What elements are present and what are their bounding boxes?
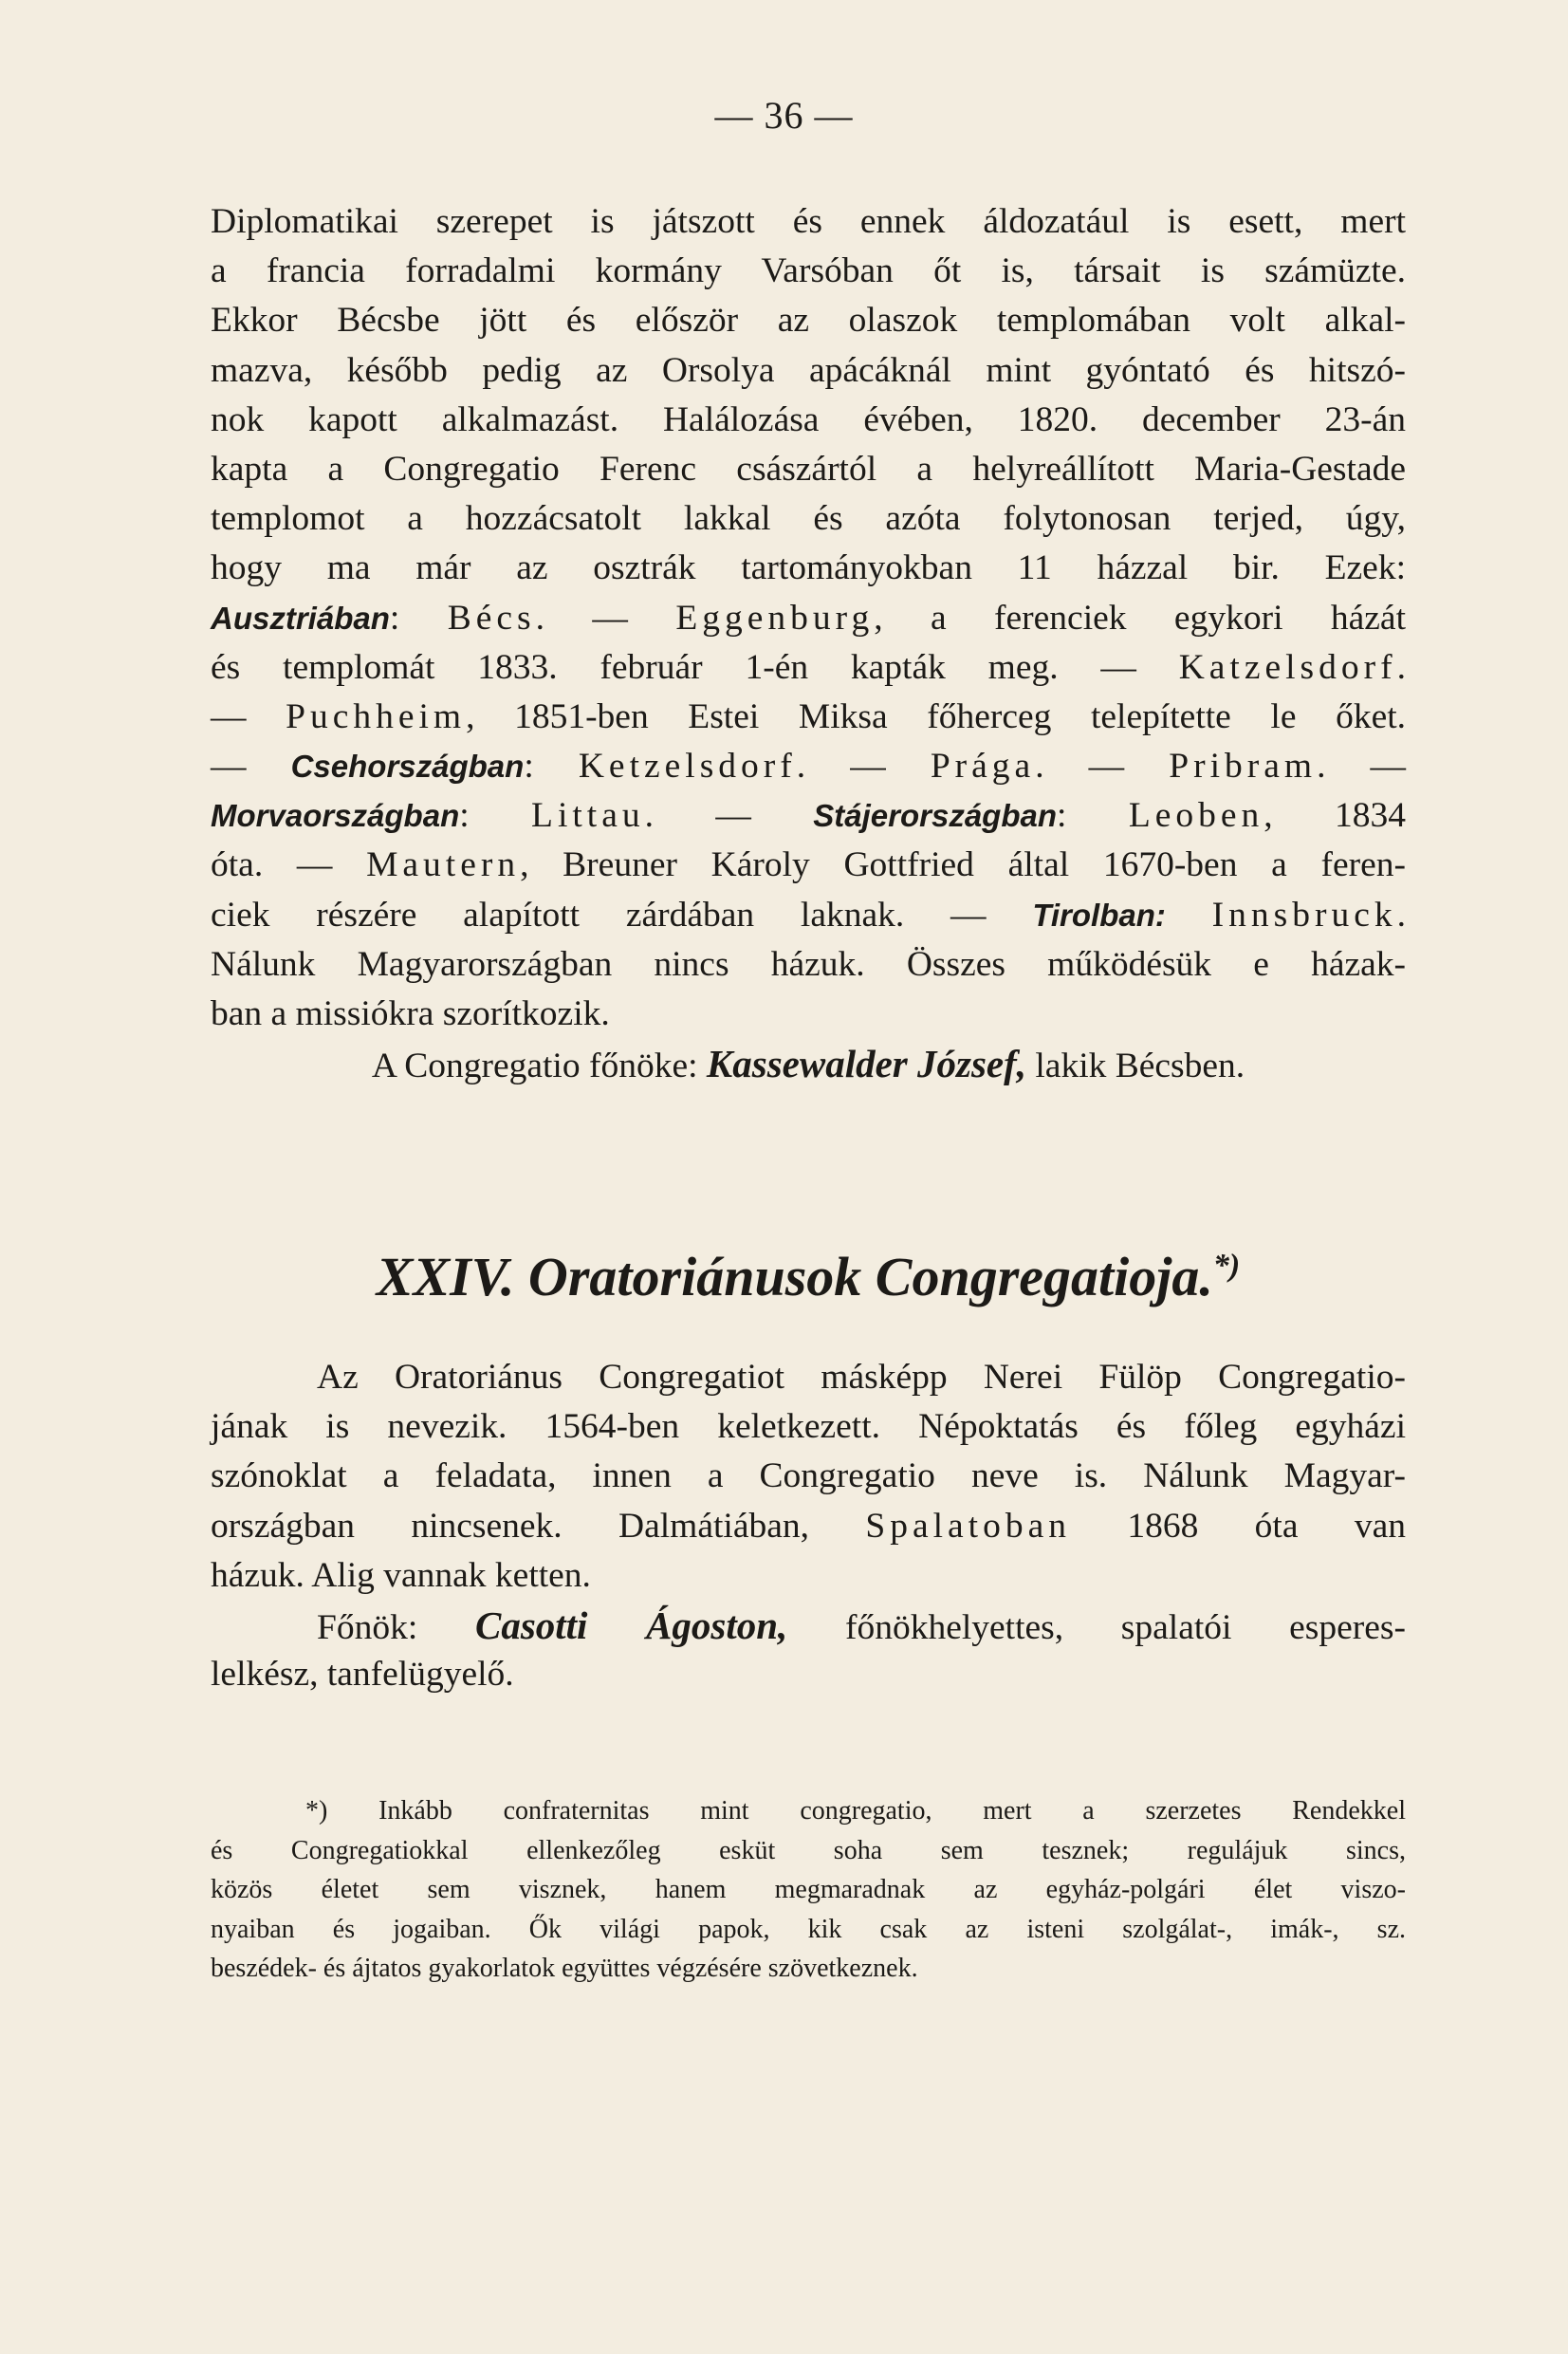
text-fragment (1166, 896, 1212, 935)
text-fragment: Főnök: (317, 1607, 475, 1647)
footnote-line: és Congregatiokkal ellenkezőleg esküt soha sem tesznek; regulájuk sincs, (211, 1835, 1406, 1865)
text-line: házuk. Alig vannak ketten. (211, 1555, 591, 1595)
footnote-marker: *) (1212, 1248, 1241, 1284)
text-fragment: lakik Bécsben. (1026, 1047, 1245, 1086)
place-name: Prága (930, 747, 1036, 787)
text-fragment: , 1834 (1264, 796, 1407, 836)
text-fragment: . — (796, 747, 931, 787)
text-fragment: és templomát 1833. február 1-én kapták meg. — (211, 647, 1179, 687)
footnote-line: *) Inkább confraternitas mint congregatio, mert a szerzetes Rendekkel (305, 1796, 1406, 1826)
text-line: Diplomatikai szerepet is játszott és ennek áldozatául is esett, mert (211, 202, 1406, 241)
text-line: ban a missiókra szorítkozik. (211, 994, 610, 1033)
paragraph-oratorians (211, 1353, 1406, 1699)
place-name: Ketzelsdorf (578, 747, 797, 787)
section-heading (211, 1245, 1406, 1308)
text-line (211, 791, 1406, 841)
region-label: Tirolban: (1032, 897, 1166, 933)
text-line (211, 693, 1406, 742)
place-name: Littau (531, 796, 645, 836)
text-fragment: — (211, 747, 291, 787)
place-name: Eggenburg (675, 598, 875, 638)
place-name: Pribram (1169, 747, 1318, 787)
text-fragment: . — (535, 598, 676, 638)
text-line: Ekkor Bécsbe jött és először az olaszok templomában volt alkal- (211, 301, 1406, 341)
text-fragment: óta. — (211, 845, 367, 885)
text-line (211, 1502, 1406, 1551)
text-line: szónoklat a feladata, innen a Congregatio neve is. Nálunk Magyar- (211, 1456, 1406, 1496)
place-name: Leoben (1128, 796, 1264, 836)
footnote-line: nyaiban és jogaiban. Ők világi papok, kik csak az isteni szolgálat-, imák-, sz. (211, 1914, 1406, 1944)
text-line: lelkész, tanfelügyelő. (211, 1655, 514, 1695)
text-fragment: országban nincsenek. Dalmátiában, (211, 1506, 866, 1546)
text-line (211, 742, 1406, 791)
text-fragment: , Breuner Károly Gottfried által 1670-ben a feren- (520, 845, 1406, 885)
text-line: mazva, később pedig az Orsolya apácáknál mint gyóntató és hitszó- (211, 350, 1406, 390)
heading-text: XXIV. Oratoriánusok Congregatioja. (376, 1246, 1213, 1307)
footnote-line: közös életet sem visznek, hanem megmaradnak az egyház-polgári élet viszo- (211, 1875, 1406, 1904)
text-line: Nálunk Magyarországban nincs házuk. Összes működésük e házak- (211, 944, 1406, 984)
place-name: Bécs (447, 598, 536, 638)
text-fragment: , 1851-ben Estei Miksa főherceg telepítette le őket. (466, 696, 1407, 736)
footnote (211, 1791, 1406, 1989)
text-line (211, 891, 1406, 940)
text-line: Az Oratoriánus Congregatiot másképp Nerei Fülöp Congregatio- (317, 1358, 1406, 1397)
region-label: Stájerországban (813, 798, 1057, 834)
text-line: templomot a hozzácsatolt lakkal és azóta folytonosan terjed, úgy, (211, 499, 1406, 539)
text-line (211, 594, 1406, 643)
text-line (211, 643, 1406, 693)
person-name: Casotti Ágoston, (474, 1603, 788, 1647)
place-name: Mautern (366, 845, 521, 885)
text-line: hogy ma már az osztrák tartományokban 11 házzal bir. Ezek: (211, 548, 1406, 588)
text-fragment: — (211, 696, 286, 736)
region-label: Csehországban (290, 749, 525, 785)
text-line (211, 1039, 1406, 1088)
text-fragment: , a ferenciek egykori házát (874, 598, 1406, 638)
footnote-line: beszédek- és ájtatos gyakorlatok együttes végzésére szövetkeznek. (211, 1954, 918, 1983)
text-fragment: ciek részére alapított zárdában laknak. — (211, 895, 1033, 935)
place-name: Spalatoban (865, 1506, 1071, 1546)
text-fragment: . (1396, 647, 1406, 687)
region-label: Ausztriában (211, 600, 390, 636)
text-line: jának is nevezik. 1564-ben keletkezett. Népoktatás és főleg egyházi (211, 1407, 1406, 1447)
text-fragment: A Congregatio főnöke: (371, 1047, 707, 1086)
text-fragment: . — (1035, 747, 1170, 787)
text-line: kapta a Congregatio Ferenc császártól a helyreállított Maria-Gestade (211, 449, 1406, 489)
text-fragment: : (524, 747, 579, 787)
text-line (211, 841, 1406, 890)
paragraph-congregatio-redemptorist (211, 197, 1406, 1088)
text-fragment: főnökhelyettes, spalatói esperes- (787, 1607, 1406, 1647)
text-fragment: : (1057, 796, 1129, 836)
text-line: nok kapott alkalmazást. Halálozása évében, 1820. december 23-án (211, 399, 1406, 439)
text-line (211, 1601, 1406, 1650)
place-name: Katzelsdorf (1178, 647, 1397, 687)
region-label: Morvaországban (211, 798, 460, 834)
text-fragment: . — (644, 796, 814, 836)
text-fragment: . (1396, 895, 1406, 935)
text-fragment: : (459, 796, 532, 836)
text-line: a francia forradalmi kormány Varsóban őt is, társait is számüzte. (211, 251, 1406, 291)
place-name: Puchheim (286, 696, 467, 736)
text-fragment: : (389, 598, 448, 638)
place-name: Innsbruck (1211, 895, 1397, 935)
text-fragment: . — (1317, 747, 1407, 787)
text-fragment: 1868 óta van (1070, 1506, 1406, 1546)
person-name: Kassewalder József, (706, 1042, 1027, 1086)
page-number: — 36 — (714, 94, 854, 137)
